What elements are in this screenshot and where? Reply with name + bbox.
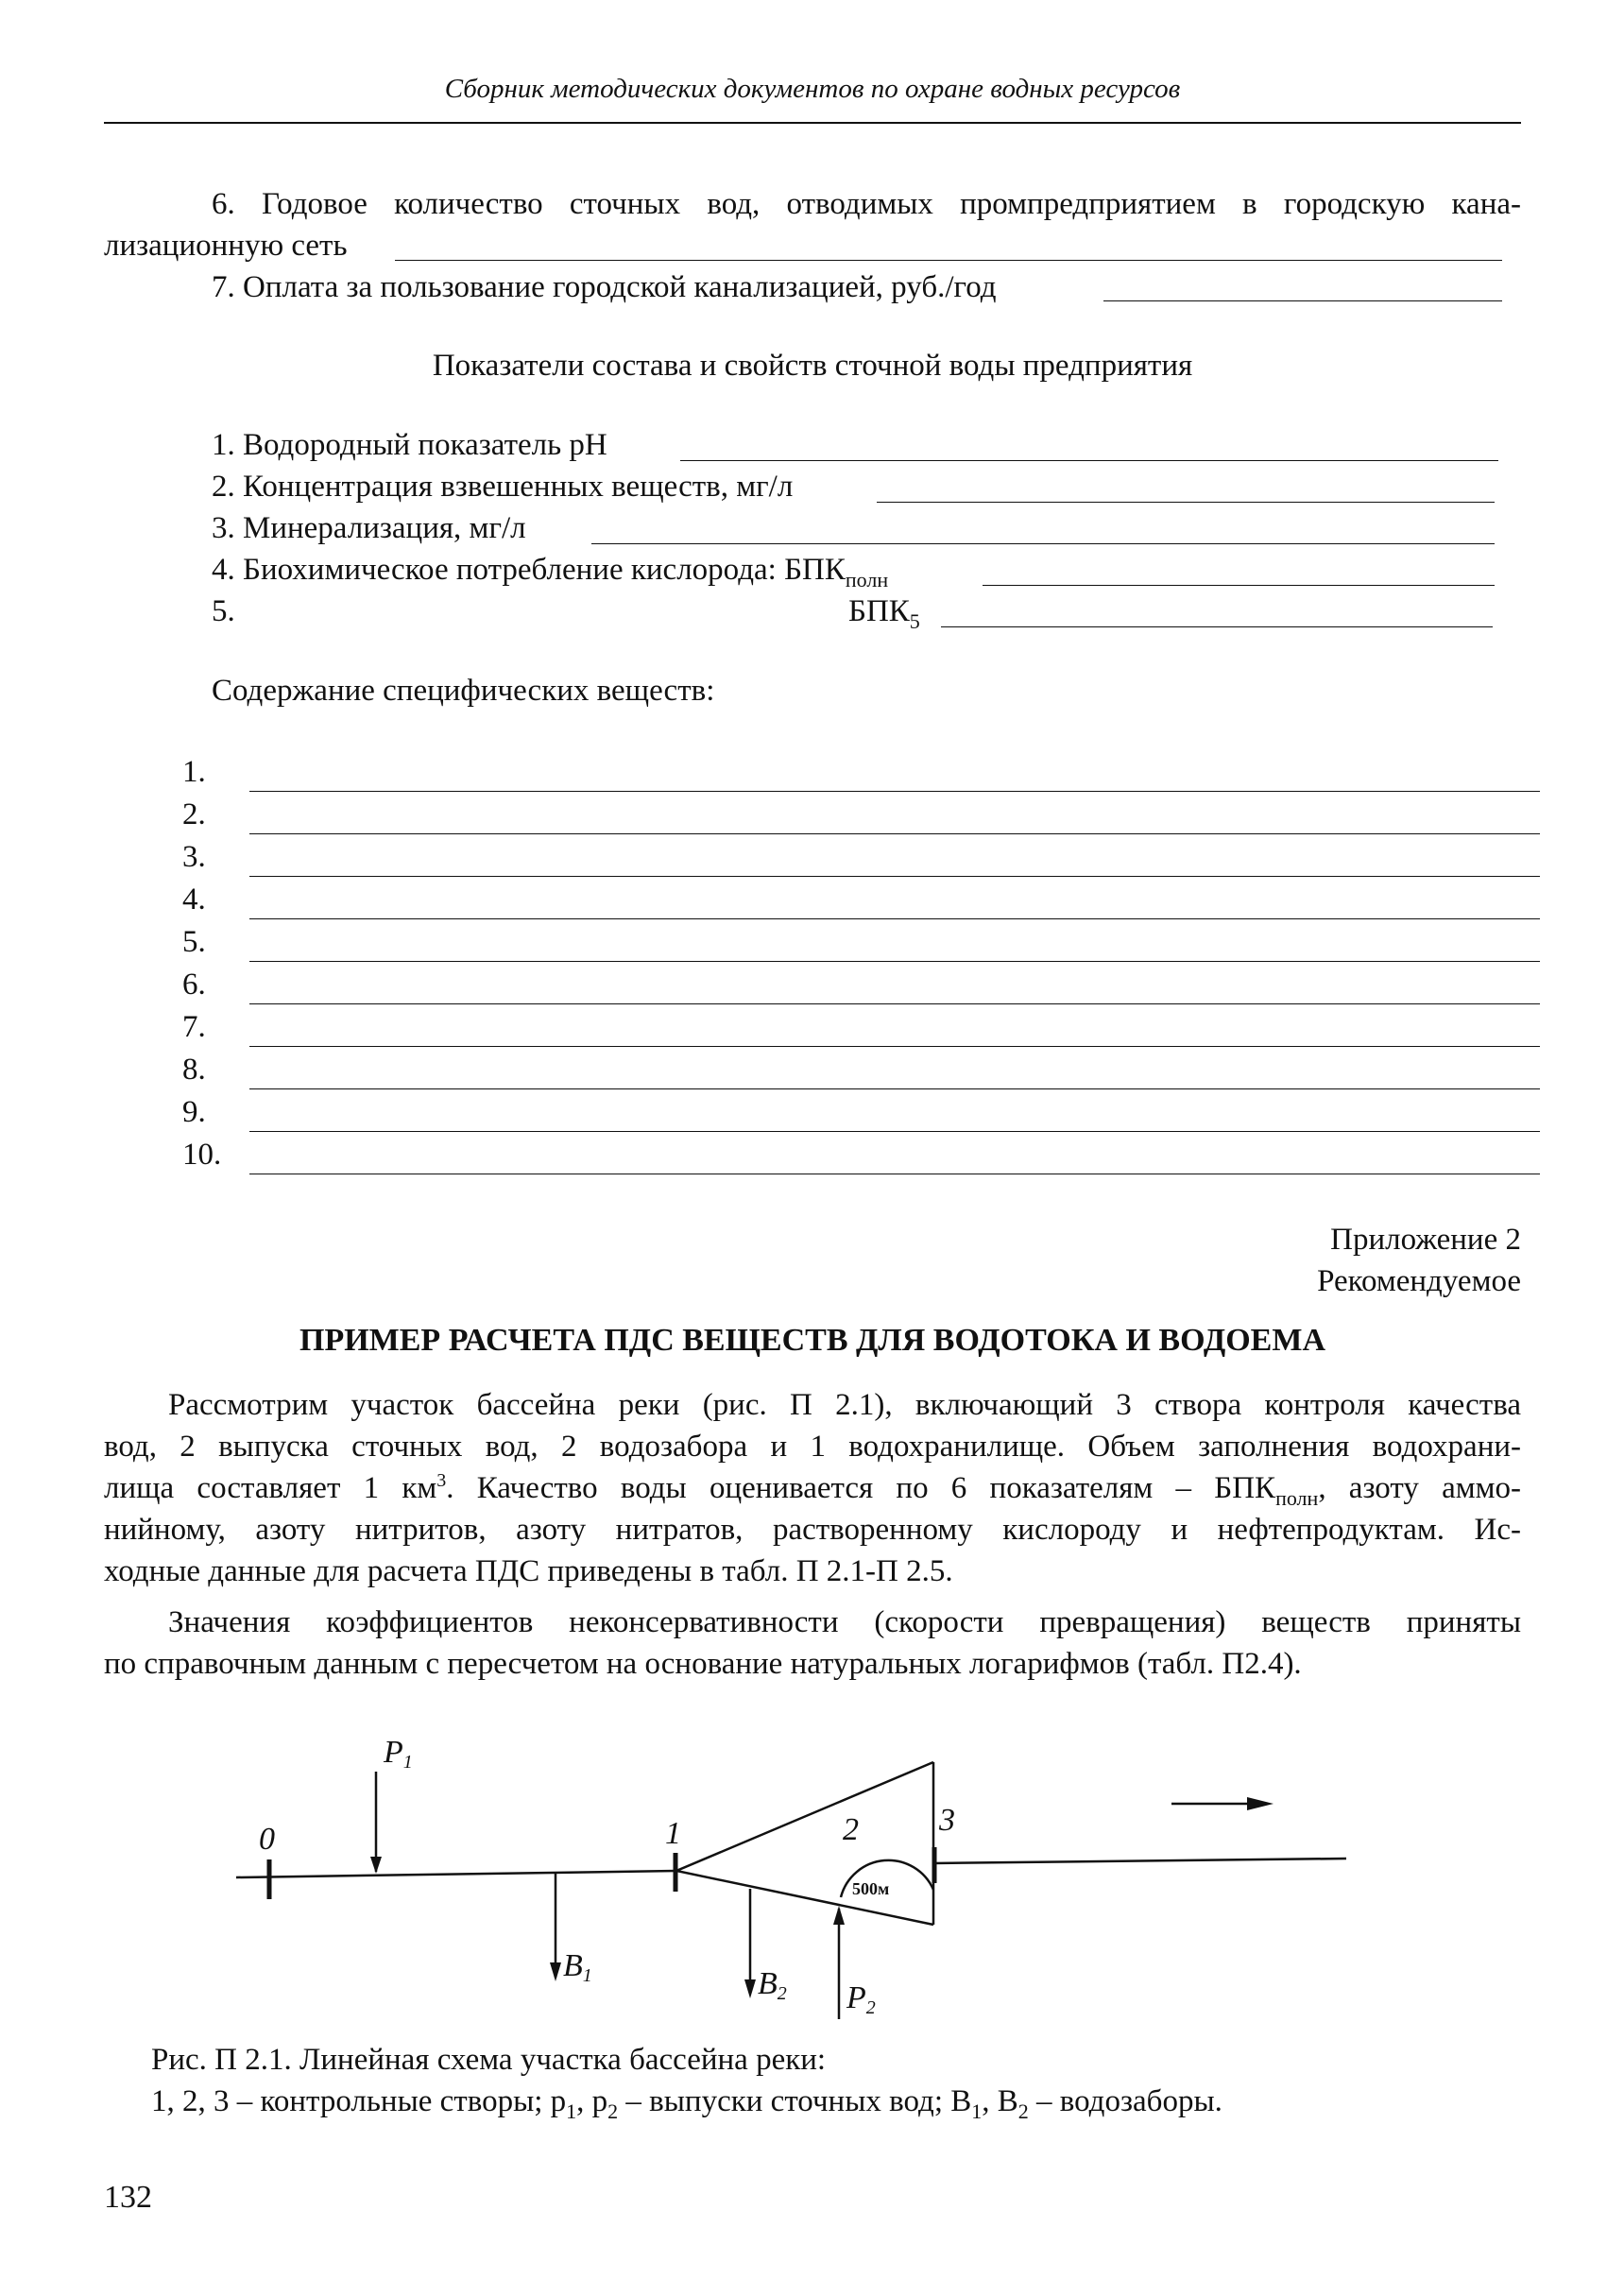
specific-item-number: 2.: [182, 797, 206, 831]
specific-item-blank: [249, 1131, 1540, 1132]
arrowhead: [744, 1979, 756, 1998]
specific-item-blank: [249, 791, 1540, 792]
specific-item-number: 10.: [182, 1138, 222, 1172]
specific-item-number: 7.: [182, 1010, 206, 1044]
paragraph-1-line: лища составляет 1 $км^3$. Качество воды оценивается по 6 показателям – $БПК_{полн}$, азоту аммо-: [104, 1470, 1521, 1510]
section-title: Показатели состава и свойств сточной воды предприятия: [432, 349, 1193, 383]
appendix-label: Приложение 2: [1330, 1223, 1521, 1257]
arrowhead: [370, 1857, 382, 1874]
specific-item-number: 9.: [182, 1095, 206, 1129]
indicator-bod: 4. Биохимическое потребление кислорода: $БПК_{полн}$: [212, 553, 889, 591]
indicator-bod-blank: [983, 585, 1495, 586]
specific-item-blank: [249, 833, 1540, 834]
label-section-0: 0: [259, 1822, 275, 1857]
paragraph-1-line: ходные данные для расчета ПДС приведены в табл. П 2.1-П 2.5.: [104, 1554, 953, 1588]
figure-caption-legend: 1, 2, 3 – контрольные створы; $p_1$, $p_2$ – выпуски сточных вод; $B_1$, $B_2$ – водозаборы.: [151, 2084, 1222, 2123]
paragraph-1-line: вод, 2 выпуска сточных вод, 2 водозабора и 1 водохранилище. Объем заполнения водохрани-: [104, 1430, 1521, 1464]
paragraph-1-line: нийному, азоту нитритов, азоту нитратов, растворенному кислороду и нефтепродуктам. Ис-: [104, 1513, 1521, 1547]
specific-item-number: 8.: [182, 1053, 206, 1087]
river-line: [236, 1871, 676, 1877]
label-b2: B2: [758, 1966, 787, 2004]
figure-caption-title: Рис. П 2.1. Линейная схема участка бассейна реки:: [151, 2043, 827, 2077]
item-6-line-2: лизационную сеть: [104, 229, 348, 263]
indicator-mineral: 3. Минерализация, мг/л: [212, 511, 526, 545]
label-reservoir-2: 2: [843, 1812, 859, 1847]
specific-item-blank: [249, 1003, 1540, 1004]
header-rule: [104, 122, 1521, 124]
specific-item-blank: [249, 961, 1540, 962]
specific-title: Содержание специфических веществ:: [212, 674, 715, 708]
item-6-line-1: 6. Годовое количество сточных вод, отводимых промпредприятием в городскую кана-: [212, 187, 1521, 221]
paragraph-1-line: Рассмотрим участок бассейна реки (рис. П 2.1), включающий 3 створа контроля качества: [168, 1388, 1521, 1422]
river-schematic-diagram: [217, 1724, 1417, 2027]
item-6-blank: [395, 260, 1502, 261]
specific-item-number: 5.: [182, 925, 206, 959]
label-section-1: 1: [665, 1816, 681, 1851]
label-b1: B1: [563, 1948, 592, 1986]
arrowhead: [1247, 1797, 1274, 1810]
appendix-status: Рекомендуемое: [1317, 1264, 1521, 1298]
specific-item-number: 6.: [182, 968, 206, 1002]
specific-item-number: 4.: [182, 882, 206, 917]
river-line-outflow: [933, 1859, 1346, 1863]
indicator-mineral-blank: [591, 543, 1495, 544]
label-p1: P1: [384, 1735, 413, 1773]
indicator-bod5: $БПК_5$: [848, 594, 920, 633]
paragraph-2-line: по справочным данным с пересчетом на основание натуральных логарифмов (табл. П2.4).: [104, 1647, 1302, 1681]
indicator-ph: 1. Водородный показатель pH: [212, 428, 607, 462]
indicator-5-number: 5.: [212, 594, 235, 628]
specific-item-blank: [249, 1046, 1540, 1047]
label-distance: 500м: [852, 1879, 890, 1898]
page-number: 132: [104, 2180, 152, 2215]
item-7: 7. Оплата за пользование городской канализацией, руб./год: [212, 270, 997, 304]
paragraph-2-line: Значения коэффициентов неконсервативности (скорости превращения) веществ приняты: [168, 1605, 1521, 1639]
appendix-title: ПРИМЕР РАСЧЕТА ПДС ВЕЩЕСТВ ДЛЯ ВОДОТОКА И ВОДОЕМА: [299, 1323, 1325, 1358]
specific-item-blank: [249, 918, 1540, 919]
label-section-3: 3: [939, 1803, 955, 1838]
specific-item-number: 3.: [182, 840, 206, 874]
specific-item-blank: [249, 1088, 1540, 1089]
indicator-bod5-blank: [941, 626, 1493, 627]
item-7-blank: [1103, 300, 1502, 301]
indicator-ph-blank: [680, 460, 1498, 461]
arrowhead: [550, 1962, 561, 1981]
arrowhead: [833, 1906, 845, 1925]
specific-item-blank: [249, 876, 1540, 877]
reservoir-outline: [676, 1762, 933, 1925]
specific-item-number: 1.: [182, 755, 206, 789]
indicator-suspended: 2. Концентрация взвешенных веществ, мг/л: [212, 470, 794, 504]
running-header: Сборник методических документов по охране водных ресурсов: [444, 74, 1181, 104]
label-p2: P2: [846, 1980, 876, 2018]
indicator-suspended-blank: [877, 502, 1495, 503]
